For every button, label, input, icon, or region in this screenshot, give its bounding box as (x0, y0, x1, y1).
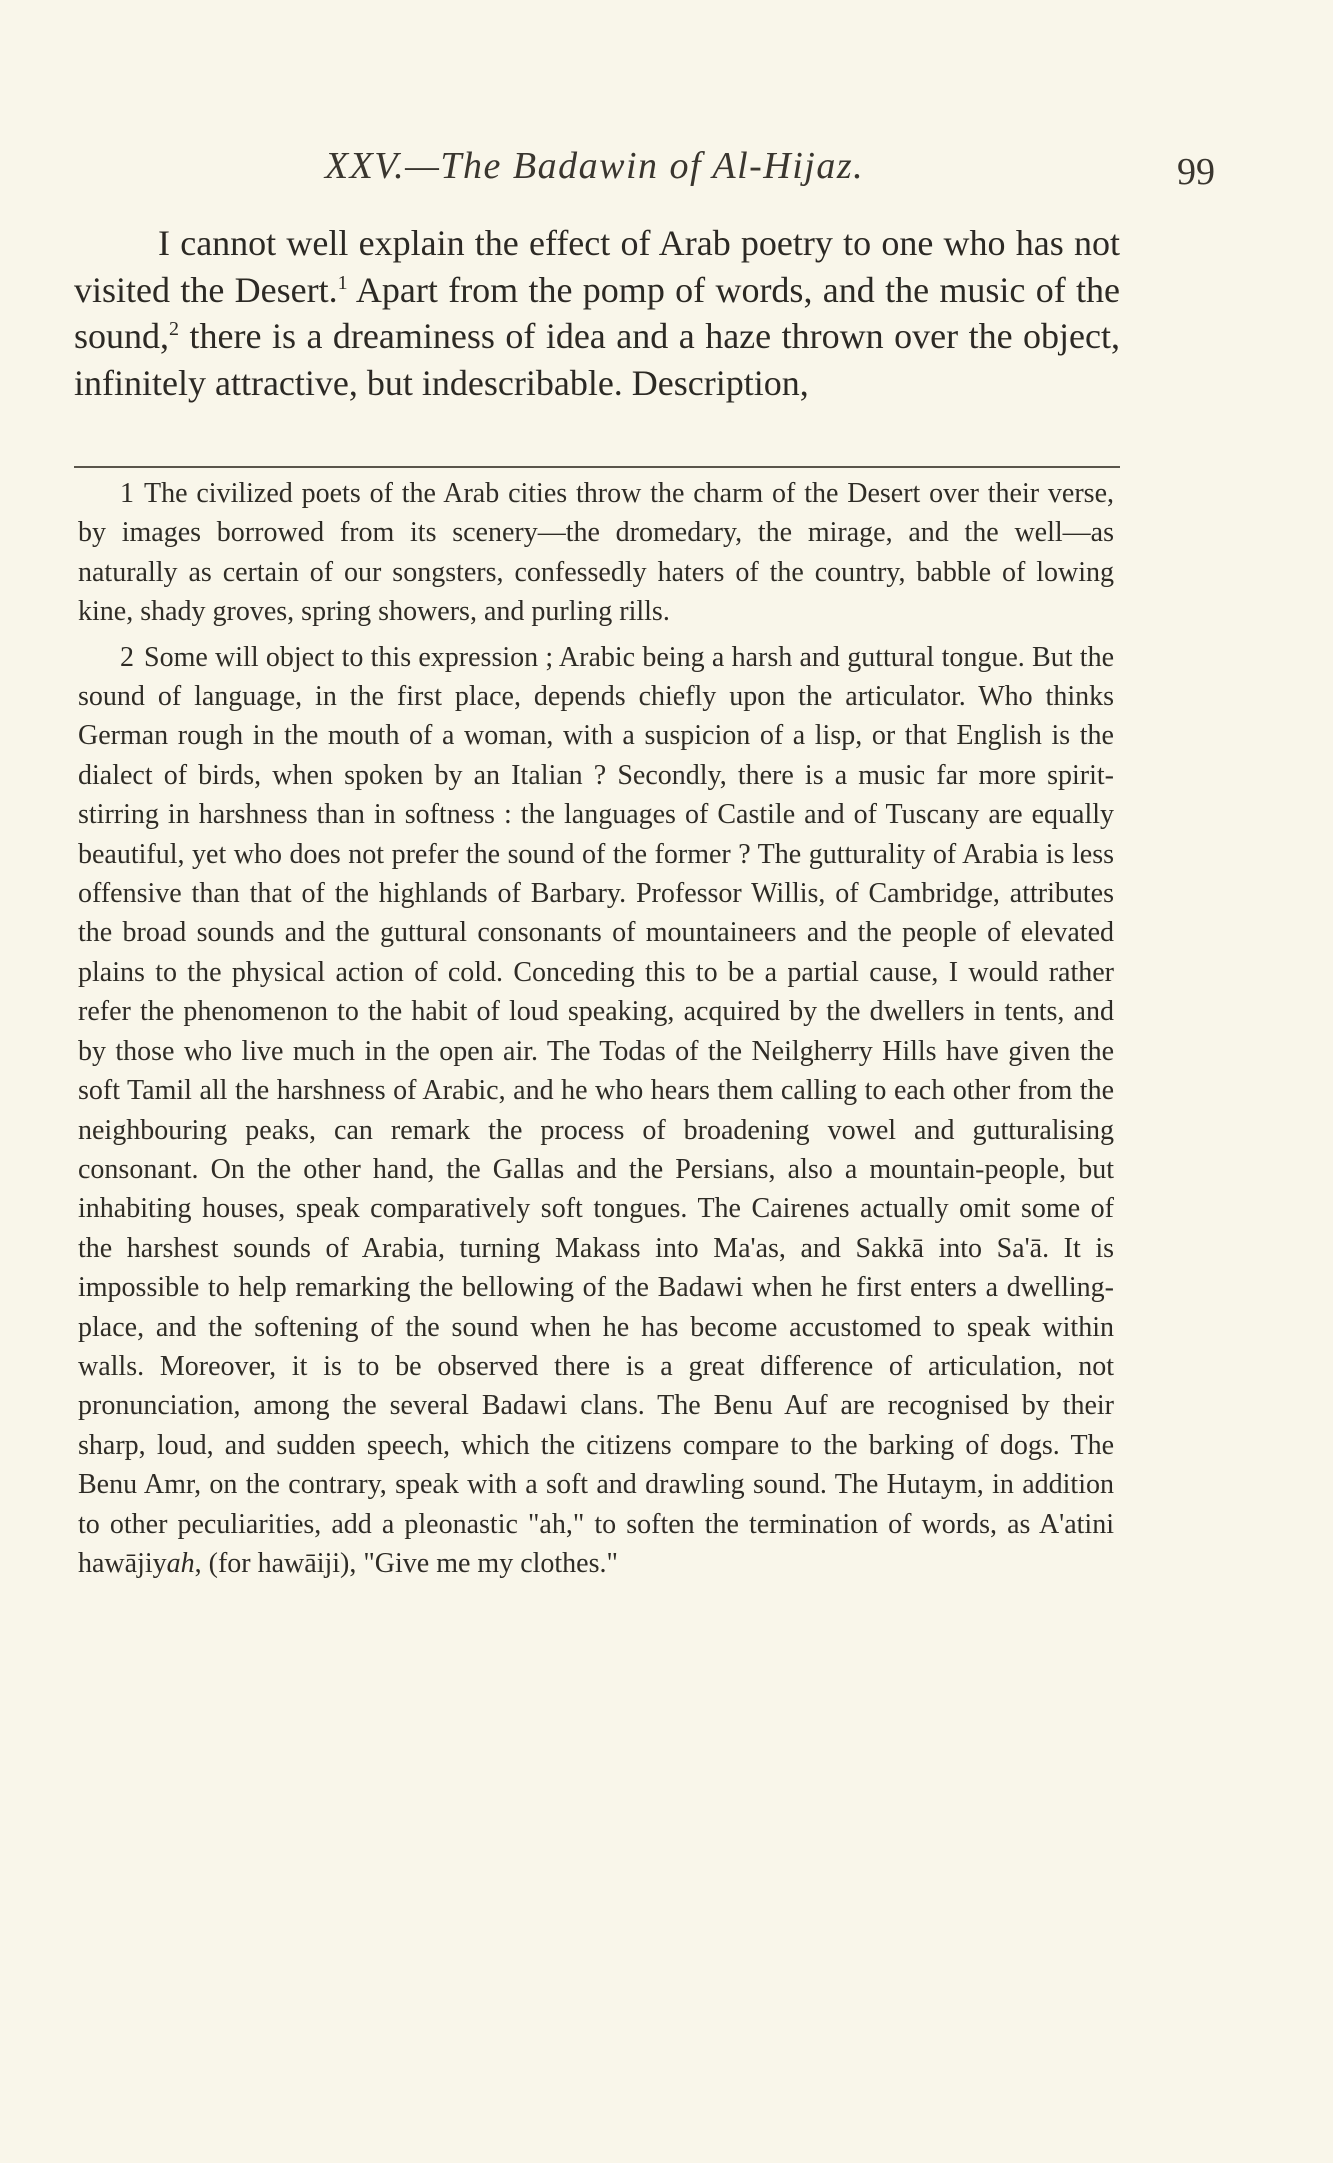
footnote-text-end: , (for hawāiji), "Give me my clothes." (194, 1547, 618, 1579)
footnotes (78, 474, 1114, 1589)
footnote-2 (78, 638, 1114, 1584)
footnote-italic-suffix: ah (166, 1547, 195, 1579)
footnote-divider (74, 466, 1120, 468)
footnote-number: 2 (120, 641, 134, 673)
body-text-3: there is a dreaminess of idea and a haze thrown over the object, infinitely attractive, but indescribable. Description, (74, 316, 1120, 403)
body-text-1: I cannot well explain the effect of Arab poetry to one who has not visited the Desert. (74, 223, 1120, 310)
running-title: XXV.—The Badawin of Al-Hijaz. (324, 145, 865, 187)
footnote-number: 1 (120, 478, 134, 509)
footnote-1 (78, 474, 1114, 632)
footnote-text: The civilized poets of the Arab cities throw the charm of the Desert over their verse, by images borrowed from its scenery—the dromedary, the mirage, and the well—as naturally as certain of our songsters, confessedly haters of the country, babble of lowing kine, shady groves, spring showers, and purling rills. (78, 478, 1114, 628)
footnote-ref-2[interactable]: 2 (169, 318, 180, 340)
running-head (74, 144, 1215, 194)
footnote-ref-1[interactable]: 1 (337, 271, 348, 294)
footnote-text: Some will object to this expression ; Arabic being a harsh and guttural tongue. But the sound of language, in the first place, depends chiefly upon the articulator. Who thinks German rough in the mouth of a woman, with a suspicion of a lisp, or that English is the dialect of birds, when spoken by an Italian ? Secondly, there is a music far more spirit-stirring in harshness than in softness : the languages of Castile and of Tuscany are equally beautiful, yet who does not prefer the sound of the former ? The gutturality of Arabia is less offensive than that of the highlands of Barbary. Professor Willis, of Cambridge, attributes the broad sounds and the guttural consonants of mountaineers and the people of elevated plains to the physical action of cold. Conceding this to be a partial cause, I would rather refer the phenomenon to the habit of loud speaking, acquired by the dwellers in tents, and by those who live much in the open air. The Todas of the Neilgherry Hills have given the soft Tamil all the harshness of Arabic, and he who hears them calling to each other from the neighbouring peaks, can remark the process of broadening vowel and gutturalising consonant. On the other hand, the Gallas and the Persians, also a mountain-people, but inhabiting houses, speak comparatively soft tongues. The Cairenes actually omit some of the harshest sounds of Arabia, turning Makass into Ma'as, and Sakkā into Sa'ā. It is impossible to help remarking the bellowing of the Badawi when he first enters a dwelling-place, and the softening of the sound when he has become accustomed to speak within walls. Moreover, it is to be observed there is a great difference of articulation, not pronunciation, among the several Badawi clans. The Benu Auf are recognised by their sharp, loud, and sudden speech, which the citizens compare to the barking of dogs. The Benu Amr, on the contrary, speak with a soft and drawling sound. The Hutaym, in addition to other peculiarities, add a pleonastic "ah," to soften the termination of words, as A'atini hawājiy (78, 641, 1114, 1579)
page-number: 99 (1177, 151, 1215, 193)
body-paragraph (74, 220, 1120, 406)
main-paragraph (74, 220, 1120, 406)
body-text-2: Apart from the pomp of words, and the music of the sound, (74, 269, 1120, 356)
